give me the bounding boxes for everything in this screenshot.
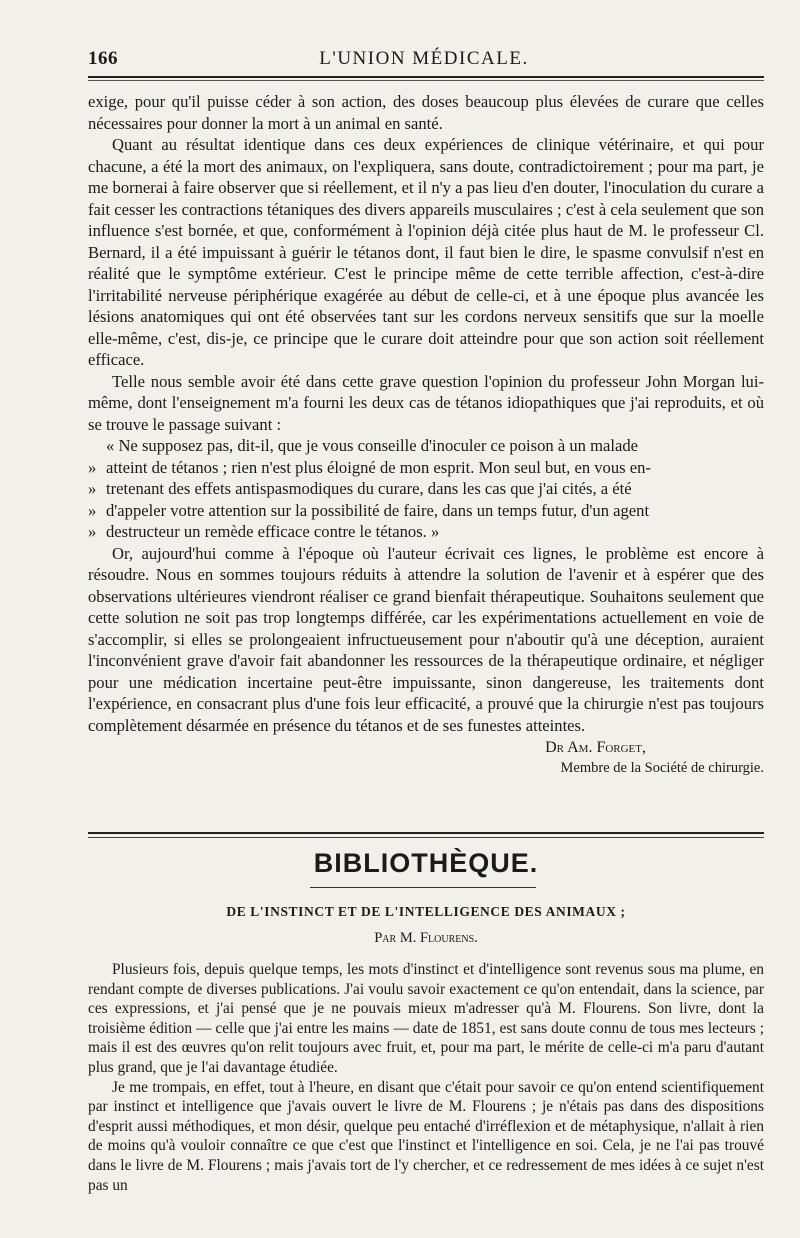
quote-line: » atteint de tétanos ; rien n'est plus éloigné de mon esprit. Mon seul but, en vous en- bbox=[88, 457, 651, 477]
section-rule-thin bbox=[88, 837, 764, 838]
article-flourens-body bbox=[88, 960, 764, 1195]
article-title: DE L'INSTINCT ET DE L'INTELLIGENCE DES ANIMAUX ; bbox=[226, 904, 626, 919]
header-rule bbox=[88, 76, 764, 78]
article-forget-body bbox=[88, 91, 764, 778]
paragraph: Quant au résultat identique dans ces deux expériences de clinique vétérinaire, et qui pour chacune, a été la mort des animaux, on l'expliquera, sans doute, contradictoirement ; pour ma part, je me bornerai à faire observer que si réellement, et il n'y a pas lieu d'en douter, l'inoculation du curare a fait cesser les contractions tétaniques des divers appareils musculaires ; c'est à cela seulement que son influence s'est bornée, et que, conformément à l'opinion déjà citée plus haut de M. le professeur Cl. Bernard, il a été impuissant à guérir le tétanos dont, il faut bien le dire, le spasme convulsif n'est en réalité que le symptôme extérieur. C'est le principe même de cette terrible affection, c'est-à-dire l'irritabilité nerveuse périphérique exagérée au début de celle-ci, et à une époque plus avancée les lésions anatomiques qui ont été observées tant sur les cordons nerveux sensitifs que sur la moelle elle-même, c'est, dis-je, ce principe que le curare doit atteindre pour que son action soit réellement efficace. bbox=[88, 135, 764, 369]
author-affiliation: Membre de la Société de chirurgie. bbox=[560, 760, 764, 776]
paragraph: Plusieurs fois, depuis quelque temps, les mots d'instinct et d'intelligence sont revenus sous ma plume, en rendant compte de diverses publications. J'ai voulu savoir exactement ce qu'on entendait, dans la science, par ces expressions, et j'ai pensé que je ne pouvais mieux m'adresser qu'à M. Flourens. Son livre, dont la troisième édition — celle que j'ai entre les mains — date de 1851, est sans doute connu de tous mes lecteurs ; mais il est des œuvres qu'on relit toujours avec fruit, et, pour ma part, le mérite de celle-ci m'a paru d'autant plus grand, que je l'ai davantage étudiée. bbox=[88, 961, 764, 1076]
signature-block bbox=[88, 738, 764, 778]
quote-line: » destructeur un remède efficace contre le tétanos. » bbox=[88, 522, 440, 541]
section-heading: BIBLIOTHÈQUE. bbox=[313, 848, 539, 878]
quote-line: » d'appeler votre attention sur la possibilité de faire, dans un temps futur, d'un agent bbox=[88, 500, 650, 520]
page-header bbox=[88, 44, 760, 74]
article-author: Par M. Flourens. bbox=[374, 930, 478, 946]
quotation bbox=[88, 435, 764, 543]
paragraph: Telle nous semble avoir été dans cette grave question l'opinion du professeur John Morgan lui-même, dont l'enseignement m'a fourni les deux cas de tétanos idiopathiques que j'ai reproduits, et où se trouve le passage suivant : bbox=[88, 371, 764, 434]
paragraph: exige, pour qu'il puisse céder à son action, des doses beaucoup plus élevées de curare que celles nécessaires pour donner la mort à un animal en santé. bbox=[88, 92, 764, 133]
header-rule-thin bbox=[88, 80, 764, 81]
heading-underline bbox=[310, 887, 536, 888]
paragraph: Je me trompais, en effet, tout à l'heure, en disant que c'était pour savoir ce qu'on entend scientifiquement par instinct et intelligence que j'avais ouvert le livre de M. Flourens ; je n'étais pas dans des dispositions d'esprit aussi méthodiques, et mon désir, quelque peu entaché d'irréflexion et de métaphysique, n'allait à rien de moins qu'à vouloir connaître ce que c'est que l'instinct et l'intelligence en soi. Cela, je ne l'ai pas trouvé dans le livre de M. Flourens ; mais j'avais tort de l'y chercher, et ce redressement de mes idées à ce sujet n'est pas un bbox=[88, 1078, 764, 1194]
page-number: 166 bbox=[88, 48, 118, 69]
quote-line: « Ne supposez pas, dit-il, que je vous conseille d'inoculer ce poison à un malade bbox=[106, 436, 639, 455]
author-signature: Dr Am. Forget, bbox=[545, 739, 646, 756]
quote-line: » tretenant des effets antispasmodiques du curare, dans les cas que j'ai cités, a été bbox=[88, 479, 632, 498]
running-title: L'UNION MÉDICALE. bbox=[319, 48, 529, 69]
paragraph: Or, aujourd'hui comme à l'époque où l'auteur écrivait ces lignes, le problème est encore à résoudre. Nous en sommes toujours réduits à attendre la solution de l'avenir et à espérer que des observations ultérieures viendront réaliser ce grand bienfait thérapeutique. Souhaitons seulement que cette solution ne soit pas trop longtemps différée, car les expérimentations actuellement en voie de s'accomplir, si elles se prolongeaient infructueusement pour n'aboutir qu'à une déception, auraient l'inconvénient grave d'avoir fait abandonner les ressources de la thérapeutique ordinaire, et négliger pour une médication incertaine peut-être impuissante, sinon dangereuse, les traitements dont l'expérience, en consacrant plus d'une fois leur efficacité, a prouvé que la chirurgie n'est pas toujours complètement désarmée en présence du tétanos et de ses funestes atteintes. bbox=[88, 543, 764, 735]
section-rule bbox=[88, 832, 764, 834]
